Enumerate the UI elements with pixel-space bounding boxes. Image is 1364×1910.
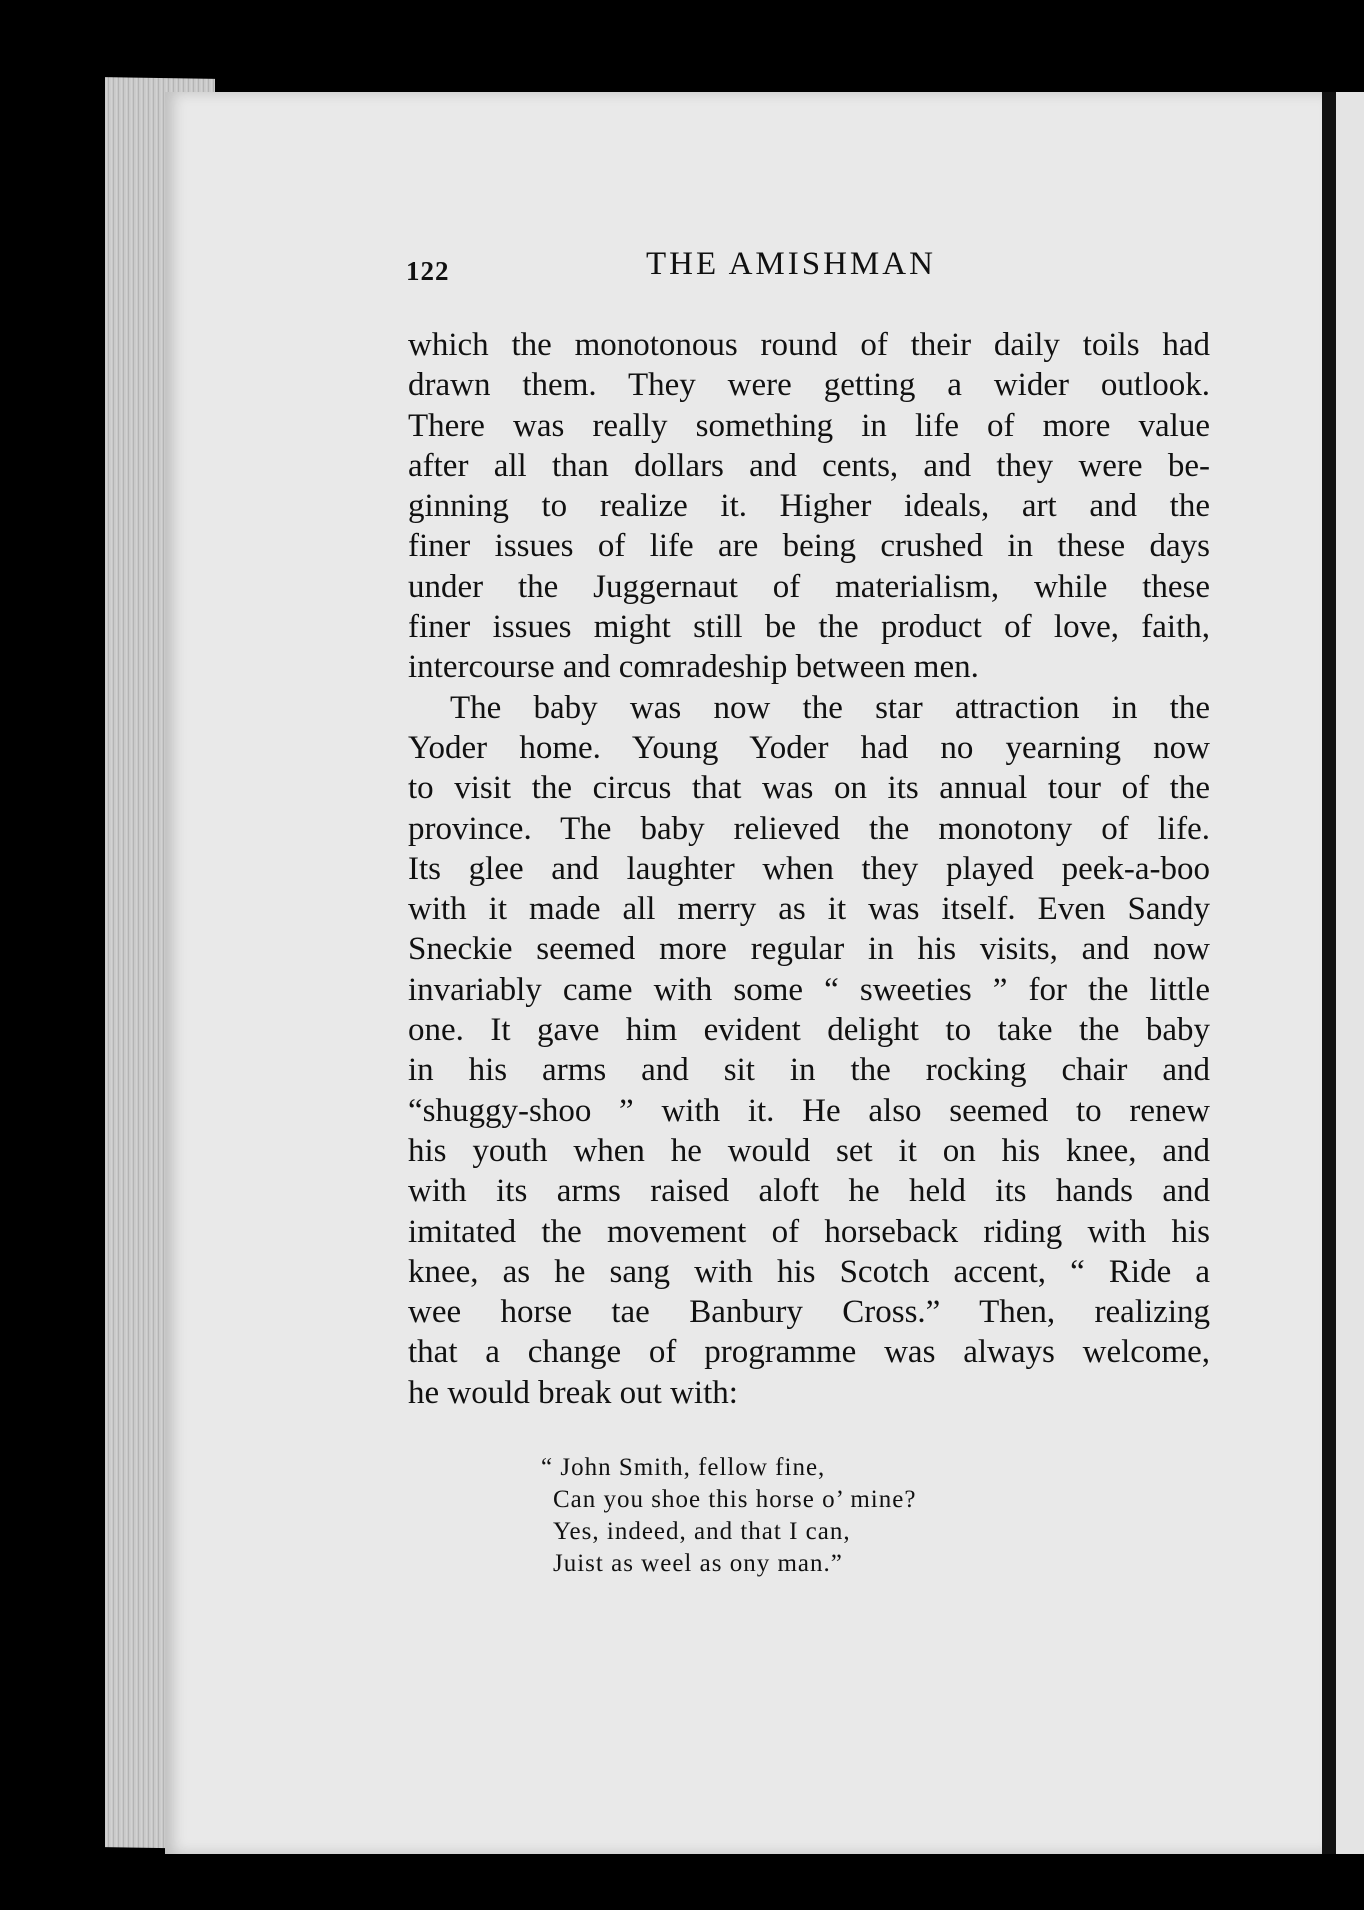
text-line: to visit the circus that was on its annual tour of the	[408, 770, 1210, 807]
verse-line: “ John Smith, fellow fine,	[541, 1454, 826, 1481]
running-head	[406, 246, 1206, 296]
body-text	[408, 325, 1210, 1413]
text-line: his youth when he would set it on his knee, and	[408, 1132, 1210, 1169]
text-line: knee, as he sang with his Scotch accent, “ Ride a	[408, 1253, 1210, 1290]
text-line: intercourse and comradeship between men.	[408, 649, 979, 686]
text-line: Sneckie seemed more regular in his visits, and now	[408, 931, 1210, 968]
text-line: with it made all merry as it was itself. Even Sandy	[408, 891, 1210, 928]
text-line: one. It gave him evident delight to take the baby	[408, 1012, 1210, 1049]
text-line: wee horse tae Banbury Cross.” Then, realizing	[408, 1294, 1210, 1331]
paragraph	[408, 688, 1210, 1413]
text-line: finer issues might still be the product of love, faith,	[408, 609, 1210, 646]
text-line: imitated the movement of horseback riding with his	[408, 1213, 1210, 1250]
verse-line: Juist as weel as ony man.”	[553, 1550, 843, 1577]
facing-page-strip	[1336, 92, 1364, 1854]
verse-line: Can you shoe this horse o’ mine?	[553, 1486, 917, 1513]
text-line: “shuggy-shoo ” with it. He also seemed to renew	[408, 1092, 1210, 1129]
text-line: after all than dollars and cents, and they were be-	[408, 447, 1210, 484]
text-line: which the monotonous round of their daily toils had	[408, 327, 1210, 363]
page-gutter-shadow	[1322, 92, 1336, 1854]
text-line: Its glee and laughter when they played peek-a-boo	[408, 850, 1210, 887]
book-title: THE AMISHMAN	[646, 246, 936, 282]
text-line: province. The baby relieved the monotony of life.	[408, 810, 1210, 847]
verse-line: Yes, indeed, and that I can,	[553, 1518, 851, 1545]
verse-block	[541, 1452, 917, 1580]
text-line: he would break out with:	[408, 1374, 738, 1411]
text-line: under the Juggernaut of materialism, while these	[408, 568, 1210, 605]
text-line: The baby was now the star attraction in the	[450, 689, 1210, 726]
text-line: ginning to realize it. Higher ideals, art and the	[408, 488, 1210, 525]
paragraph	[408, 325, 1210, 688]
text-line: with its arms raised aloft he held its hands and	[408, 1173, 1210, 1210]
text-line: There was really something in life of more value	[408, 407, 1210, 444]
text-line: in his arms and sit in the rocking chair and	[408, 1052, 1210, 1089]
text-line: that a change of programme was always welcome,	[408, 1334, 1210, 1371]
text-line: invariably came with some “ sweeties ” for the little	[408, 971, 1210, 1008]
text-line: Yoder home. Young Yoder had no yearning now	[408, 729, 1210, 766]
text-line: finer issues of life are being crushed in these days	[408, 528, 1210, 565]
text-line: drawn them. They were getting a wider outlook.	[408, 367, 1210, 404]
page-number: 122	[406, 256, 450, 286]
